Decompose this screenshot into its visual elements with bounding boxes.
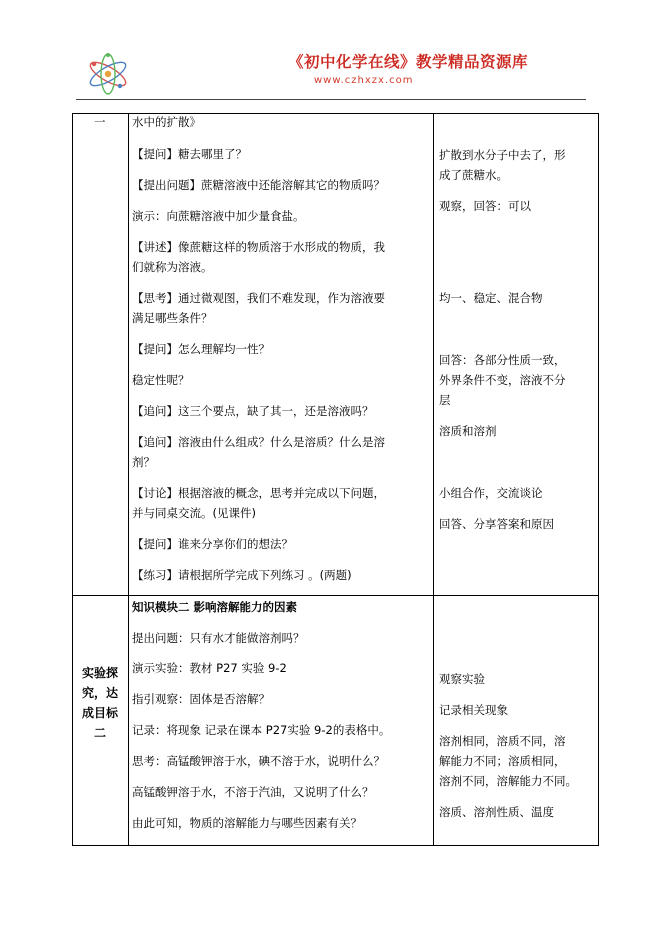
teacher-line: 【练习】请根据所学完成下列练习 。(两题)	[132, 568, 352, 582]
section-label: 二	[93, 726, 106, 740]
student-line: 溶剂不同，溶解能力不同。	[439, 774, 577, 788]
teacher-line: 【讨论】根据溶液的概念，思考并完成以下问题，	[132, 486, 385, 500]
page-header	[76, 44, 584, 100]
section-label: 成目标	[81, 706, 118, 720]
brand-title: 《初中化学在线》教学精品资源库	[288, 52, 529, 71]
teacher-line: 满足哪些条件？	[132, 311, 213, 325]
student-line: 扩散到水分子中去了，形	[439, 148, 566, 162]
student-line: 外界条件不变，溶液不分	[439, 373, 566, 387]
teacher-line: 高锰酸钾溶于水，不溶于汽油，又说明了什么？	[132, 785, 374, 799]
module-heading: 知识模块二 影响溶解能力的因素	[132, 600, 298, 614]
table-row	[72, 113, 599, 595]
teacher-line: 剂？	[132, 455, 155, 469]
lesson-table	[72, 113, 599, 846]
student-line: 层	[439, 393, 451, 407]
section-label: 实验探	[81, 666, 118, 680]
teacher-line: 【提出问题】蔗糖溶液中还能溶解其它的物质吗？	[132, 178, 385, 192]
teacher-line: 【提问】谁来分享你们的想法？	[132, 537, 293, 551]
teacher-line: 提出问题：只有水才能做溶剂吗？	[132, 631, 305, 645]
table-border-bottom	[72, 845, 599, 846]
teacher-line: 【讲述】像蔗糖这样的物质溶于水形成的物质，我	[132, 240, 385, 254]
teacher-line: 演示实验：教材 P27 实验 9-2	[132, 661, 287, 675]
teacher-line: 指引观察：固体是否溶解？	[132, 692, 270, 706]
student-line: 回答：各部分性质一致，	[439, 353, 566, 367]
student-line: 小组合作，交流谈论	[439, 486, 543, 500]
teacher-line: 【追问】这三个要点，缺了其一，还是溶液吗？	[132, 404, 374, 418]
teacher-line: 【追问】溶液由什么组成？什么是溶质？什么是溶	[132, 435, 385, 449]
molecule-logo-icon	[84, 50, 132, 98]
section-label: 究，达	[81, 686, 118, 700]
teacher-line: 水中的扩散》	[132, 115, 201, 129]
teacher-line: 【提问】怎么理解均一性？	[132, 342, 270, 356]
teacher-line: 们就称为溶液。	[132, 260, 213, 274]
teacher-line: 演示：向蔗糖溶液中加少量食盐。	[132, 209, 305, 223]
teacher-line: 【提问】糖去哪里了？	[132, 147, 247, 161]
header-divider	[76, 99, 586, 100]
row-label: 一	[94, 115, 106, 129]
teacher-line: 记录：将现象 记录在课本 P27实验 9-2的表格中。	[132, 723, 391, 737]
student-line: 解能力不同；溶质相同，	[439, 754, 566, 768]
student-line: 回答、分享答案和原因	[439, 517, 554, 531]
student-line: 成了蔗糖水。	[439, 168, 508, 182]
brand-url: www.czhxzx.com	[314, 75, 414, 86]
student-line: 记录相关现象	[439, 703, 508, 717]
teacher-line: 并与同桌交流。(见课件)	[132, 506, 256, 520]
student-line: 均一、稳定、混合物	[439, 291, 543, 305]
student-line: 溶质、溶剂性质、温度	[439, 805, 554, 819]
teacher-line: 稳定性呢？	[132, 373, 190, 387]
teacher-line: 【思考】通过微观图，我们不难发现，作为溶液要	[132, 291, 385, 305]
student-line: 观察，回答：可以	[439, 199, 531, 213]
student-line: 观察实验	[439, 672, 485, 686]
table-row	[72, 595, 599, 845]
student-line: 溶剂相同，溶质不同，溶	[439, 734, 566, 748]
student-line: 溶质和溶剂	[439, 424, 497, 438]
teacher-line: 由此可知，物质的溶解能力与哪些因素有关？	[132, 816, 362, 830]
teacher-line: 思考：高锰酸钾溶于水，碘不溶于水，说明什么？	[132, 754, 385, 768]
